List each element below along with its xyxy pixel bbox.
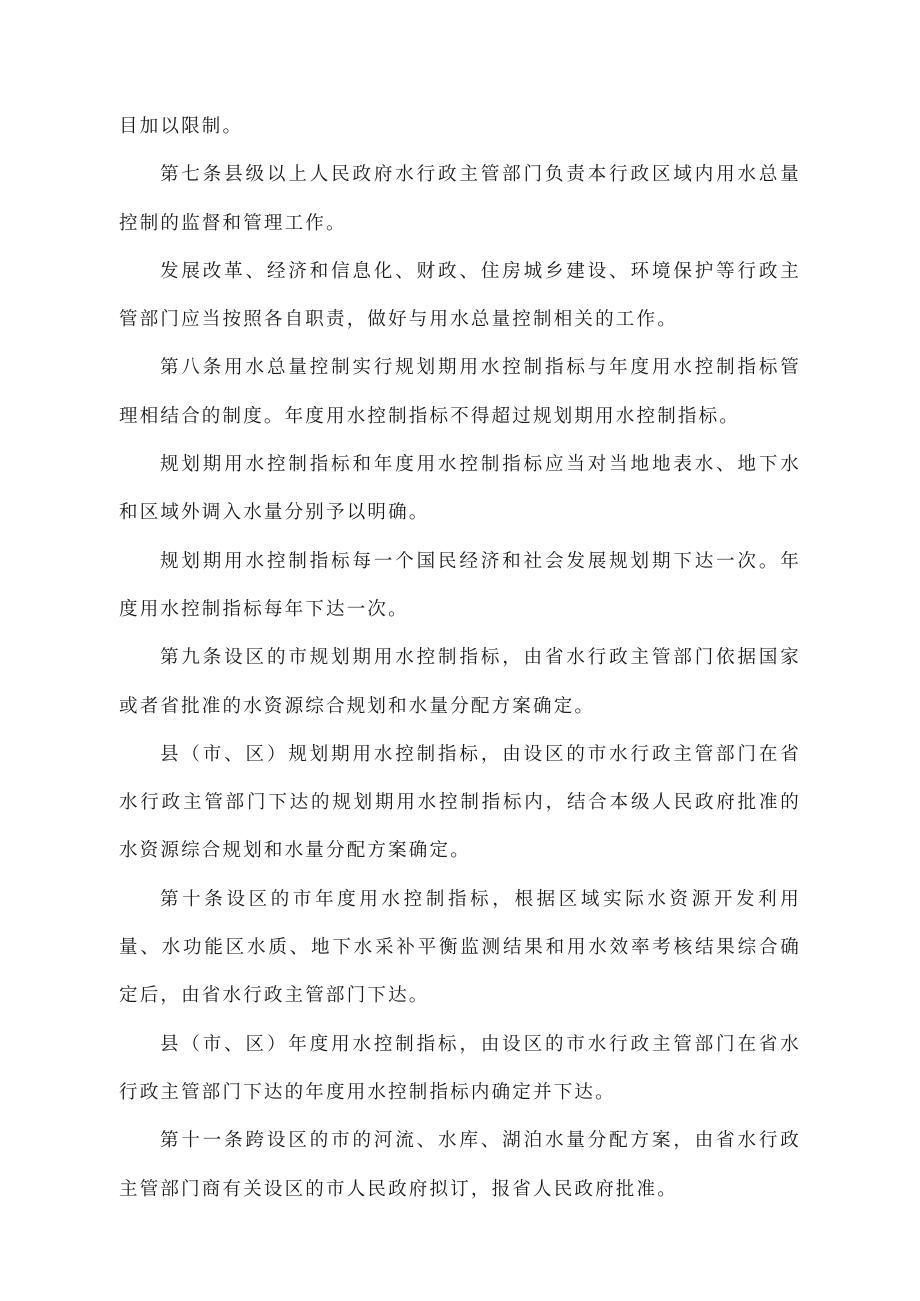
paragraph-article-8: 第八条用水总量控制实行规划期用水控制指标与年度用水控制指标管理相结合的制度。年度用水控制指标不得超过规划期用水控制指标。 [119,357,801,427]
paragraph-article-8-frequency: 规划期用水控制指标每一个国民经济和社会发展规划期下达一次。年度用水控制指标每年下达一次。 [119,550,801,620]
paragraph-article-9-county: 县（市、区）规划期用水控制指标，由设区的市水行政主管部门在省水行政主管部门下达的规划期用水控制指标内，结合本级人民政府批准的水资源综合规划和水量分配方案确定。 [119,743,801,862]
paragraph-article-7-departments: 发展改革、经济和信息化、财政、住房城乡建设、环境保护等行政主管部门应当按照各自职责，做好与用水总量控制相关的工作。 [119,260,801,331]
paragraph-article-10: 第十条设区的市年度用水控制指标，根据区域实际水资源开发利用量、水功能区水质、地下水采补平衡监测结果和用水效率考核结果综合确定后，由省水行政主管部门下达。 [119,888,801,1007]
paragraph-continuation: 目加以限制。 [119,116,244,137]
paragraph-article-10-county: 县（市、区）年度用水控制指标，由设区的市水行政主管部门在省水行政主管部门下达的年度用水控制指标内确定并下达。 [119,1033,801,1103]
paragraph-article-8-sources: 规划期用水控制指标和年度用水控制指标应当对当地地表水、地下水和区域外调入水量分别予以明确。 [119,454,801,524]
paragraph-article-7: 第七条县级以上人民政府水行政主管部门负责本行政区域内用水总量控制的监督和管理工作。 [119,164,801,234]
paragraph-article-11: 第十一条跨设区的市的河流、水库、湖泊水量分配方案，由省水行政主管部门商有关设区的市人民政府拟订，报省人民政府批准。 [119,1130,801,1200]
document-body [119,103,801,1214]
paragraph-article-9: 第九条设区的市规划期用水控制指标，由省水行政主管部门依据国家或者省批准的水资源综合规划和水量分配方案确定。 [119,647,801,717]
